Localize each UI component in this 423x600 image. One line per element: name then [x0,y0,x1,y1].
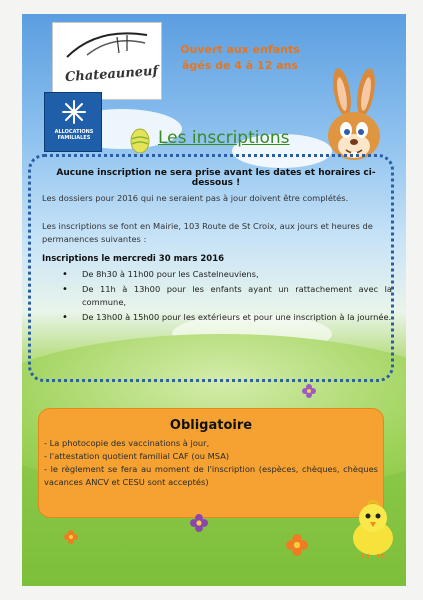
caf-label: ALLOCATIONS FAMILIALES [54,129,94,141]
flower-icon [286,534,308,556]
caf-logo [44,92,102,152]
warning-text: Aucune inscription ne sera prise avant les dates et horaires ci-dessous ! [56,168,376,188]
list-item: • De 11h à 13h00 pour les enfants ayant un rattachement avec la commune, [62,283,392,309]
logo-text: Chateauneuf [64,63,159,86]
list-item: - le règlement se fera au moment de l'inscription (espèces, chèques, chèques vacances ANCV et CESU sont acceptés) [44,464,378,487]
flower-icon [190,514,208,532]
logo-swoosh-icon [57,27,157,67]
audience-note [170,42,310,74]
registration-day: Inscriptions le mercredi 30 mars 2016 [42,254,225,264]
dossier-note: Les dossiers pour 2016 qui ne seraient pas à jour doivent être complétés. [42,193,349,203]
flower-icon [64,530,78,544]
time-slot-list [62,268,392,326]
audience-line-1: Ouvert aux enfants [180,43,300,56]
list-item: - La photocopie des vaccinations à jour, [44,438,210,448]
requirements-list [44,437,378,489]
list-item: • De 13h00 à 15h00 pour les extérieurs et pour une inscription à la journée. [62,311,392,324]
chick-illustration [346,498,400,558]
snowflake-icon [61,99,87,125]
section-title: Les inscriptions [158,128,290,148]
list-item: - l'attestation quotient familial CAF (ou MSA) [44,451,230,461]
easter-egg-icon [130,127,150,153]
flyer-sheet [22,14,406,586]
flower-icon [302,384,316,398]
chateauneuf-logo [52,22,162,100]
list-item: • De 8h30 à 11h00 pour les Castelneuviens, [62,268,392,281]
audience-line-2: âgés de 4 à 12 ans [182,59,298,72]
location-note: Les inscriptions se font en Mairie, 103 Route de St Croix, aux jours et heures de permanences suivantes : [42,221,373,244]
obligatoire-title: Obligatoire [169,418,253,433]
